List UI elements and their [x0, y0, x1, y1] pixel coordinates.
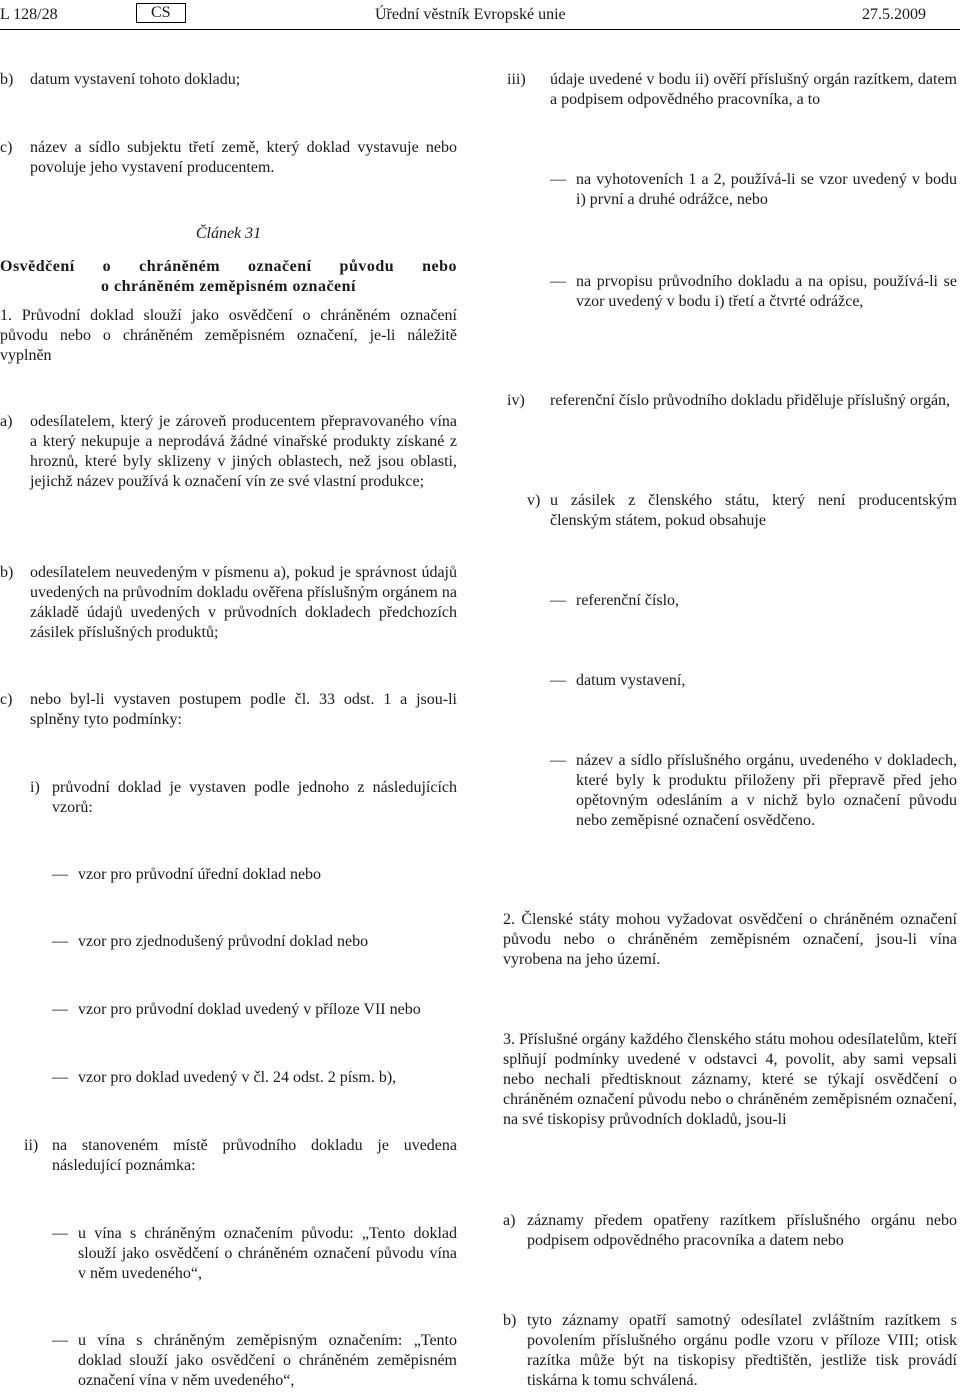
item-i: [30, 778, 457, 818]
item-label: a): [0, 413, 13, 430]
item-text: u zásilek z členského státu, který není producentským členským státem, pokud obsahuje: [550, 492, 957, 529]
dash-marker: —: [52, 866, 68, 883]
dash-text: datum vystavení,: [576, 672, 686, 689]
language-code-box: CS: [136, 3, 186, 23]
dash-marker: —: [52, 933, 68, 950]
article-title-line-2: o chráněném zeměpisném označení: [100, 278, 356, 295]
dash-text: na vyhotoveních 1 a 2, používá-li se vzor uvedený v bodu i) první a druhé odrážce, nebo: [576, 171, 957, 208]
dash-item-2: [52, 932, 457, 952]
right-dash-item-5: [550, 751, 957, 831]
item-v: [507, 491, 957, 531]
dash-marker: —: [550, 273, 566, 290]
item-text: záznamy předem opatřeny razítkem příslušného orgánu nebo podpisem odpovědného pracovníka a datem nebo: [527, 1212, 957, 1249]
paragraph-2: [503, 910, 957, 970]
right-dash-item-1: [550, 170, 957, 210]
header-rule: [0, 29, 960, 30]
paragraph-3: [503, 1030, 957, 1130]
right-dash-item-2: [550, 272, 957, 312]
dash-marker: —: [52, 1001, 68, 1018]
item-label: c): [0, 139, 13, 156]
item-rb: [503, 1311, 957, 1391]
item-text: na stanoveném místě průvodního dokladu je uvedena následující poznámka:: [52, 1137, 457, 1174]
dash-text: vzor pro průvodní doklad uvedený v příloze VII nebo: [78, 1001, 421, 1018]
item-label: v): [527, 492, 541, 509]
dash-marker: —: [52, 1225, 68, 1242]
dash-text: na prvopisu průvodního dokladu a na opisu, používá-li se vzor uvedený v bodu i) třetí a čtvrté odrážce,: [576, 273, 957, 310]
dash-text: vzor pro zjednodušený průvodní doklad nebo: [78, 933, 369, 950]
dash-marker: —: [52, 1069, 68, 1086]
item-c: [0, 138, 457, 178]
item-text: nebo byl-li vystaven postupem podle čl. 33 odst. 1 a jsou-li splněny tyto podmínky:: [30, 691, 457, 728]
item-text: název a sídlo subjektu třetí země, který doklad vystavuje nebo povoluje jeho vystavení producentem.: [30, 139, 457, 176]
dash-item-5: [52, 1224, 457, 1284]
item-text: referenční číslo průvodního dokladu přiděluje příslušný orgán,: [550, 392, 951, 409]
item-text: údaje uvedené v bodu ii) ověří příslušný orgán razítkem, datem a podpisem odpovědného pracovníka, a to: [550, 71, 957, 108]
paragraph-1: [0, 306, 457, 366]
dash-text: vzor pro průvodní úřední doklad nebo: [78, 866, 322, 883]
dash-text: u vína s chráněným označením původu: „Tento doklad slouží jako osvědčení o chráněném označení původu vína v něm uvedeného“,: [78, 1225, 457, 1282]
dash-item-4: [52, 1068, 457, 1088]
item-label: b): [0, 71, 14, 88]
dash-text: referenční číslo,: [576, 592, 680, 609]
dash-item-3: [52, 1000, 457, 1020]
dash-marker: —: [550, 672, 566, 689]
item-iii: [507, 70, 957, 110]
item-c2: [0, 690, 457, 730]
item-label: b): [503, 1312, 517, 1329]
article-title: [0, 257, 457, 297]
right-dash-item-4: [550, 671, 957, 691]
dash-text: název a sídlo příslušného orgánu, uvedeného v dokladech, které byly k produktu přiloženy při přepravě před jeho opětovným odesláním a v nichž bylo označení původu nebo zeměpisné označení osvědčeno.: [576, 752, 957, 829]
paragraph-text: 2. Členské státy mohou vyžadovat osvědčení o chráněném označení původu nebo o chráněném zeměpisném označení, jsou-li vína vyrobena na jeho území.: [503, 911, 957, 968]
item-label: iv): [507, 392, 525, 409]
dash-item-6: [52, 1331, 457, 1391]
dash-marker: —: [550, 171, 566, 188]
dash-item-1: [52, 865, 457, 885]
item-ra: [503, 1211, 957, 1251]
item-label: ii): [24, 1137, 39, 1154]
item-text: odesílatelem, který je zároveň producentem přepravovaného vína a který nekupuje a neprodává žádné vinařské produkty získané z hroznů, které byly sklizeny v jiných oblastech, než jsou oblasti, jejichž název používá k označení vín ze své vlastní produkce;: [30, 413, 457, 490]
item-text: průvodní doklad je vystaven podle jednoho z následujících vzorů:: [52, 779, 457, 816]
item-text: datum vystavení tohoto dokladu;: [30, 71, 241, 88]
paragraph-text: 3. Příslušné orgány každého členského státu mohou odesílatelům, kteří splňují podmínky uvedené v odstavci 4, povolit, aby sami vepsali nebo nechali předtisknout záznamy, které se týkají osvědčení o chráněném označení původu nebo o chráněném zeměpisném označení, na své tiskopisy průvodních dokladů, jsou-li: [503, 1031, 957, 1128]
dash-marker: —: [52, 1332, 68, 1349]
dash-text: vzor pro doklad uvedený v čl. 24 odst. 2 písm. b),: [78, 1069, 397, 1086]
item-label: i): [30, 779, 40, 796]
item-b: [0, 70, 460, 90]
dash-marker: —: [550, 752, 566, 769]
publication-date: 27.5.2009: [862, 6, 926, 23]
item-text: tyto záznamy opatří samotný odesílatel zvláštním razítkem s povolením příslušného orgánu podle vzoru v příloze VIII; otisk razítka může být na tiskopisy předtištěn, jestliže tisk provádí tiskárna k tomu schválená.: [527, 1312, 957, 1389]
right-dash-item-3: [550, 591, 957, 611]
item-label: c): [0, 691, 13, 708]
item-ii: [24, 1136, 457, 1176]
dash-text: u vína s chráněným zeměpisným označením: „Tento doklad slouží jako osvědčení o chráněném zeměpisném označení vína v něm uvedeného“,: [78, 1332, 457, 1389]
item-label: b): [0, 564, 14, 581]
item-label: a): [503, 1212, 516, 1229]
item-iv: [507, 391, 957, 411]
item-label: iii): [507, 71, 526, 88]
item-b2: [0, 563, 457, 643]
paragraph-text: 1. Průvodní doklad slouží jako osvědčení o chráněném označení původu nebo o chráněném zeměpisném označení, je-li náležitě vyplněn: [0, 307, 457, 364]
article-number: Článek 31: [195, 225, 262, 242]
journal-title: Úřední věstník Evropské unie: [375, 6, 566, 23]
dash-marker: —: [550, 592, 566, 609]
item-a: [0, 412, 457, 492]
item-text: odesílatelem neuvedeným v písmenu a), pokud je správnost údajů uvedených na průvodním dokladu ověřena příslušným orgánem na základě údajů uvedených v průvodních dokladech předchozích zásilek příslušných produktů;: [30, 564, 457, 641]
article-title-line-1: Osvědčení o chráněném označení původu nebo: [0, 258, 457, 275]
page-reference: L 128/28: [0, 6, 58, 23]
page-header: [0, 0, 960, 30]
